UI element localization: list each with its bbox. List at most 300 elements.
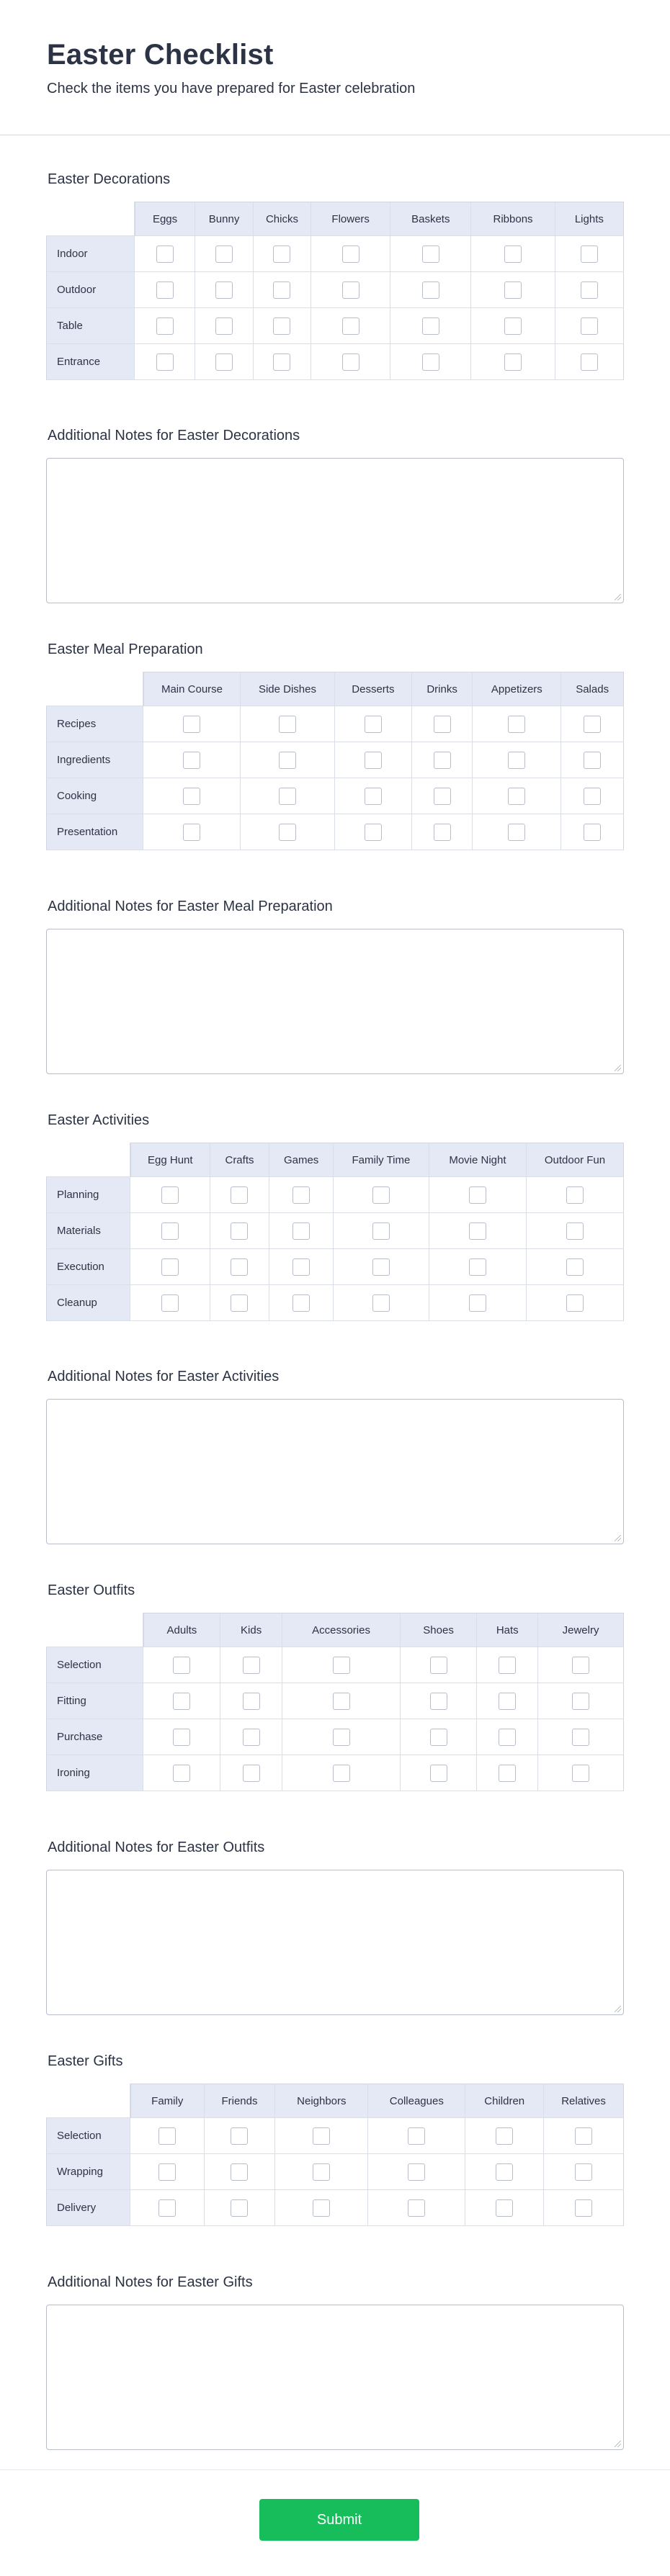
row-label: Recipes bbox=[46, 706, 143, 742]
matrix-cell bbox=[527, 1213, 624, 1249]
notes-label: Additional Notes for Easter Decorations bbox=[48, 428, 300, 443]
matrix-cell bbox=[254, 308, 311, 344]
matrix-cell bbox=[210, 1249, 270, 1285]
checkbox[interactable] bbox=[430, 1693, 447, 1710]
matrix-cell bbox=[254, 272, 311, 308]
matrix-cell bbox=[143, 1755, 220, 1791]
checkbox[interactable] bbox=[584, 788, 601, 805]
checkbox[interactable] bbox=[158, 2199, 176, 2217]
matrix-cell bbox=[241, 742, 335, 778]
column-header: Main Course bbox=[143, 672, 241, 706]
checkbox[interactable] bbox=[279, 716, 296, 733]
checkbox[interactable] bbox=[279, 752, 296, 769]
matrix-cell bbox=[334, 1285, 429, 1321]
checkbox[interactable] bbox=[342, 318, 359, 335]
matrix-cell bbox=[275, 2154, 368, 2190]
matrix-table-wrapper bbox=[46, 672, 624, 850]
checkbox[interactable] bbox=[572, 1693, 589, 1710]
checkbox[interactable] bbox=[183, 788, 200, 805]
checkbox[interactable] bbox=[183, 752, 200, 769]
matrix-cell bbox=[544, 2154, 624, 2190]
checkbox[interactable] bbox=[313, 2163, 330, 2181]
matrix-table-wrapper bbox=[46, 202, 624, 380]
row-label: Selection bbox=[46, 2118, 130, 2154]
matrix-row bbox=[46, 814, 624, 850]
row-label: Wrapping bbox=[46, 2154, 130, 2190]
checkbox[interactable] bbox=[333, 1693, 350, 1710]
column-header: Appetizers bbox=[473, 672, 561, 706]
matrix-cell bbox=[205, 2154, 276, 2190]
checkbox[interactable] bbox=[273, 246, 290, 263]
row-label: Planning bbox=[46, 1177, 130, 1213]
checkbox[interactable] bbox=[581, 353, 598, 371]
submit-button[interactable]: Submit bbox=[259, 2499, 419, 2541]
matrix-cell bbox=[282, 1755, 400, 1791]
matrix-corner-cell bbox=[46, 202, 135, 236]
checkbox[interactable] bbox=[333, 1765, 350, 1782]
row-label: Entrance bbox=[46, 344, 135, 380]
matrix-cell bbox=[390, 236, 471, 272]
matrix-table-wrapper bbox=[46, 1143, 624, 1321]
row-label: Fitting bbox=[46, 1683, 143, 1719]
matrix-cell bbox=[473, 814, 561, 850]
row-label: Table bbox=[46, 308, 135, 344]
row-label: Ingredients bbox=[46, 742, 143, 778]
matrix-cell bbox=[130, 1285, 210, 1321]
matrix-section bbox=[46, 1581, 624, 1791]
matrix-table-wrapper bbox=[46, 1613, 624, 1791]
page-title: Easter Checklist bbox=[47, 39, 274, 71]
notes-textarea[interactable] bbox=[46, 458, 624, 603]
matrix-cell bbox=[269, 1285, 334, 1321]
section-title: Easter Activities bbox=[48, 1112, 150, 1128]
matrix-cell bbox=[135, 236, 196, 272]
matrix-row bbox=[46, 1285, 624, 1321]
matrix-header-row bbox=[46, 672, 624, 706]
checkbox[interactable] bbox=[273, 282, 290, 299]
checkbox[interactable] bbox=[508, 824, 525, 841]
checkbox[interactable] bbox=[231, 2163, 248, 2181]
matrix-cell bbox=[429, 1285, 527, 1321]
matrix-cell bbox=[390, 344, 471, 380]
matrix-header-row bbox=[46, 202, 624, 236]
matrix-cell bbox=[135, 308, 196, 344]
matrix-cell bbox=[220, 1719, 283, 1755]
matrix-cell bbox=[130, 1177, 210, 1213]
page-subtitle: Check the items you have prepared for Easter celebration bbox=[47, 81, 416, 96]
matrix-cell bbox=[130, 1213, 210, 1249]
checkbox[interactable] bbox=[508, 716, 525, 733]
checkbox[interactable] bbox=[342, 353, 359, 371]
column-header: Desserts bbox=[335, 672, 412, 706]
column-header: Relatives bbox=[544, 2084, 624, 2118]
checkbox[interactable] bbox=[566, 1186, 584, 1204]
matrix-cell bbox=[334, 1213, 429, 1249]
checkbox[interactable] bbox=[408, 2127, 425, 2145]
checkbox[interactable] bbox=[342, 246, 359, 263]
checkbox[interactable] bbox=[243, 1729, 260, 1746]
checkbox[interactable] bbox=[434, 716, 451, 733]
checkbox[interactable] bbox=[434, 752, 451, 769]
column-header: Baskets bbox=[390, 202, 471, 236]
checkbox[interactable] bbox=[333, 1729, 350, 1746]
matrix-cell bbox=[555, 272, 624, 308]
checkbox[interactable] bbox=[158, 2127, 176, 2145]
checkbox[interactable] bbox=[581, 246, 598, 263]
checkbox[interactable] bbox=[372, 1294, 390, 1312]
matrix-cell bbox=[538, 1683, 624, 1719]
checkbox[interactable] bbox=[156, 282, 174, 299]
checkbox[interactable] bbox=[158, 2163, 176, 2181]
checkbox[interactable] bbox=[572, 1729, 589, 1746]
checkbox[interactable] bbox=[434, 824, 451, 841]
matrix-cell bbox=[269, 1177, 334, 1213]
checkbox[interactable] bbox=[215, 282, 233, 299]
matrix-row bbox=[46, 344, 624, 380]
checkbox[interactable] bbox=[504, 353, 522, 371]
matrix-cell bbox=[465, 2190, 544, 2226]
matrix-cell bbox=[269, 1213, 334, 1249]
matrix-section bbox=[46, 1111, 624, 1321]
checkbox[interactable] bbox=[161, 1222, 179, 1240]
checkbox[interactable] bbox=[372, 1222, 390, 1240]
matrix-cell bbox=[195, 272, 253, 308]
checkbox[interactable] bbox=[499, 1657, 516, 1674]
column-header: Jewelry bbox=[538, 1613, 624, 1647]
checkbox[interactable] bbox=[430, 1765, 447, 1782]
checkbox[interactable] bbox=[499, 1693, 516, 1710]
checkbox[interactable] bbox=[504, 318, 522, 335]
checkbox[interactable] bbox=[496, 2199, 513, 2217]
checkbox[interactable] bbox=[243, 1657, 260, 1674]
matrix-cell bbox=[205, 2118, 276, 2154]
checkbox[interactable] bbox=[499, 1765, 516, 1782]
column-header: Neighbors bbox=[275, 2084, 368, 2118]
matrix-cell bbox=[335, 706, 412, 742]
checkbox[interactable] bbox=[365, 716, 382, 733]
checkbox[interactable] bbox=[161, 1294, 179, 1312]
checkbox[interactable] bbox=[566, 1294, 584, 1312]
checkbox[interactable] bbox=[469, 1294, 486, 1312]
checkbox[interactable] bbox=[499, 1729, 516, 1746]
checkbox[interactable] bbox=[273, 353, 290, 371]
checkbox[interactable] bbox=[575, 2199, 592, 2217]
matrix-cell bbox=[429, 1177, 527, 1213]
section-title: Easter Meal Preparation bbox=[48, 641, 203, 657]
checkbox[interactable] bbox=[408, 2163, 425, 2181]
checkbox[interactable] bbox=[273, 318, 290, 335]
checkbox[interactable] bbox=[566, 1258, 584, 1276]
checkbox[interactable] bbox=[156, 246, 174, 263]
matrix-cell bbox=[282, 1683, 400, 1719]
checkbox[interactable] bbox=[215, 318, 233, 335]
checkbox[interactable] bbox=[173, 1693, 190, 1710]
matrix-cell bbox=[429, 1213, 527, 1249]
resize-handle-icon[interactable] bbox=[615, 2006, 621, 2012]
matrix-row bbox=[46, 1755, 624, 1791]
matrix-cell bbox=[473, 742, 561, 778]
matrix-cell bbox=[412, 742, 473, 778]
matrix-row bbox=[46, 1683, 624, 1719]
matrix-row bbox=[46, 308, 624, 344]
matrix-cell bbox=[471, 272, 555, 308]
matrix-cell bbox=[195, 308, 253, 344]
checkbox[interactable] bbox=[430, 1729, 447, 1746]
resize-handle-icon[interactable] bbox=[615, 594, 621, 600]
matrix-table bbox=[46, 202, 624, 380]
matrix-row bbox=[46, 2190, 624, 2226]
matrix-cell bbox=[477, 1647, 538, 1683]
matrix-cell bbox=[135, 272, 196, 308]
matrix-cell bbox=[210, 1285, 270, 1321]
notes-label: Additional Notes for Easter Outfits bbox=[48, 1839, 265, 1855]
matrix-cell bbox=[311, 272, 390, 308]
matrix-corner-cell bbox=[46, 672, 143, 706]
notes-section bbox=[46, 897, 624, 1074]
column-header: Movie Night bbox=[429, 1143, 527, 1177]
checkbox[interactable] bbox=[231, 1294, 248, 1312]
matrix-cell bbox=[241, 778, 335, 814]
column-header: Games bbox=[269, 1143, 334, 1177]
matrix-cell bbox=[527, 1177, 624, 1213]
section-title: Easter Gifts bbox=[48, 2053, 123, 2069]
checkbox[interactable] bbox=[572, 1657, 589, 1674]
checkbox[interactable] bbox=[183, 824, 200, 841]
matrix-cell bbox=[143, 1683, 220, 1719]
column-header: Friends bbox=[205, 2084, 276, 2118]
checkbox[interactable] bbox=[231, 1258, 248, 1276]
checkbox[interactable] bbox=[292, 1186, 310, 1204]
checkbox[interactable] bbox=[313, 2199, 330, 2217]
notes-section bbox=[46, 426, 624, 603]
matrix-cell bbox=[555, 308, 624, 344]
matrix-cell bbox=[241, 706, 335, 742]
matrix-row bbox=[46, 1647, 624, 1683]
matrix-cell bbox=[390, 272, 471, 308]
checkbox[interactable] bbox=[243, 1693, 260, 1710]
matrix-cell bbox=[143, 742, 241, 778]
notes-textarea[interactable] bbox=[46, 1870, 624, 2015]
checkbox[interactable] bbox=[575, 2127, 592, 2145]
matrix-cell bbox=[143, 814, 241, 850]
checkbox[interactable] bbox=[422, 318, 439, 335]
column-header: Kids bbox=[220, 1613, 283, 1647]
matrix-cell bbox=[473, 706, 561, 742]
column-header: Egg Hunt bbox=[130, 1143, 210, 1177]
matrix-cell bbox=[473, 778, 561, 814]
row-label: Execution bbox=[46, 1249, 130, 1285]
column-header: Chicks bbox=[254, 202, 311, 236]
checkbox[interactable] bbox=[422, 282, 439, 299]
matrix-cell bbox=[254, 236, 311, 272]
matrix-cell bbox=[269, 1249, 334, 1285]
checkbox[interactable] bbox=[372, 1186, 390, 1204]
checkbox[interactable] bbox=[231, 1186, 248, 1204]
matrix-cell bbox=[477, 1755, 538, 1791]
checkbox[interactable] bbox=[215, 353, 233, 371]
matrix-cell bbox=[254, 344, 311, 380]
checkbox[interactable] bbox=[372, 1258, 390, 1276]
matrix-cell bbox=[195, 344, 253, 380]
matrix-cell bbox=[311, 236, 390, 272]
matrix-row bbox=[46, 742, 624, 778]
matrix-cell bbox=[368, 2154, 465, 2190]
checkbox[interactable] bbox=[342, 282, 359, 299]
matrix-row bbox=[46, 706, 624, 742]
notes-section bbox=[46, 1367, 624, 1544]
matrix-cell bbox=[401, 1719, 478, 1755]
column-header: Bunny bbox=[195, 202, 253, 236]
matrix-cell bbox=[465, 2118, 544, 2154]
checkbox[interactable] bbox=[231, 2199, 248, 2217]
column-header: Colleagues bbox=[368, 2084, 465, 2118]
matrix-section bbox=[46, 170, 624, 380]
checkbox[interactable] bbox=[422, 353, 439, 371]
checkbox[interactable] bbox=[292, 1222, 310, 1240]
matrix-header-row bbox=[46, 2084, 624, 2118]
matrix-cell bbox=[561, 814, 624, 850]
matrix-corner-cell bbox=[46, 2084, 130, 2118]
checkbox[interactable] bbox=[292, 1258, 310, 1276]
row-label: Selection bbox=[46, 1647, 143, 1683]
row-label: Delivery bbox=[46, 2190, 130, 2226]
checkbox[interactable] bbox=[581, 318, 598, 335]
matrix-cell bbox=[527, 1249, 624, 1285]
checkbox[interactable] bbox=[572, 1765, 589, 1782]
matrix-cell bbox=[412, 706, 473, 742]
checkbox[interactable] bbox=[313, 2127, 330, 2145]
checkbox[interactable] bbox=[156, 353, 174, 371]
checkbox[interactable] bbox=[430, 1657, 447, 1674]
column-header: Children bbox=[465, 2084, 544, 2118]
checkbox[interactable] bbox=[434, 788, 451, 805]
matrix-cell bbox=[477, 1683, 538, 1719]
notes-label: Additional Notes for Easter Meal Preparation bbox=[48, 899, 333, 914]
checkbox[interactable] bbox=[183, 716, 200, 733]
checkbox[interactable] bbox=[173, 1765, 190, 1782]
checkbox[interactable] bbox=[584, 824, 601, 841]
matrix-cell bbox=[555, 344, 624, 380]
checkbox[interactable] bbox=[279, 824, 296, 841]
checkbox[interactable] bbox=[504, 246, 522, 263]
column-header: Eggs bbox=[135, 202, 196, 236]
checkbox[interactable] bbox=[215, 246, 233, 263]
matrix-row bbox=[46, 272, 624, 308]
section-title: Easter Decorations bbox=[48, 171, 171, 187]
matrix-row bbox=[46, 1249, 624, 1285]
matrix-cell bbox=[335, 742, 412, 778]
notes-textarea[interactable] bbox=[46, 2305, 624, 2450]
column-header: Shoes bbox=[401, 1613, 478, 1647]
checkbox[interactable] bbox=[279, 788, 296, 805]
matrix-cell bbox=[130, 1249, 210, 1285]
checkbox[interactable] bbox=[365, 752, 382, 769]
checkbox[interactable] bbox=[575, 2163, 592, 2181]
column-header: Flowers bbox=[311, 202, 390, 236]
matrix-cell bbox=[210, 1213, 270, 1249]
checkbox[interactable] bbox=[422, 246, 439, 263]
matrix-row bbox=[46, 236, 624, 272]
column-header: Accessories bbox=[282, 1613, 400, 1647]
matrix-cell bbox=[205, 2190, 276, 2226]
checkbox[interactable] bbox=[508, 752, 525, 769]
checkbox[interactable] bbox=[496, 2127, 513, 2145]
column-header: Ribbons bbox=[471, 202, 555, 236]
column-header: Family bbox=[130, 2084, 205, 2118]
resize-handle-icon[interactable] bbox=[615, 1535, 621, 1541]
matrix-cell bbox=[412, 778, 473, 814]
notes-section bbox=[46, 1838, 624, 2015]
notes-section bbox=[46, 2273, 624, 2450]
matrix-cell bbox=[527, 1285, 624, 1321]
matrix-cell bbox=[390, 308, 471, 344]
checkbox[interactable] bbox=[581, 282, 598, 299]
checkbox[interactable] bbox=[504, 282, 522, 299]
matrix-cell bbox=[538, 1755, 624, 1791]
section-title: Easter Outfits bbox=[48, 1582, 135, 1598]
matrix-cell bbox=[334, 1249, 429, 1285]
checkbox[interactable] bbox=[365, 824, 382, 841]
checkbox[interactable] bbox=[469, 1186, 486, 1204]
notes-label: Additional Notes for Easter Activities bbox=[48, 1369, 280, 1384]
notes-textarea[interactable] bbox=[46, 929, 624, 1074]
checkbox[interactable] bbox=[584, 752, 601, 769]
matrix-cell bbox=[335, 778, 412, 814]
checkbox[interactable] bbox=[408, 2199, 425, 2217]
matrix-cell bbox=[544, 2190, 624, 2226]
resize-handle-icon[interactable] bbox=[615, 2441, 621, 2447]
matrix-cell bbox=[471, 236, 555, 272]
checkbox[interactable] bbox=[584, 716, 601, 733]
resize-handle-icon[interactable] bbox=[615, 1065, 621, 1071]
row-label: Materials bbox=[46, 1213, 130, 1249]
checkbox[interactable] bbox=[173, 1729, 190, 1746]
checkbox[interactable] bbox=[292, 1294, 310, 1312]
matrix-cell bbox=[130, 2190, 205, 2226]
checkbox[interactable] bbox=[173, 1657, 190, 1674]
column-header: Salads bbox=[561, 672, 624, 706]
matrix-cell bbox=[143, 778, 241, 814]
checkbox[interactable] bbox=[161, 1258, 179, 1276]
checkbox[interactable] bbox=[566, 1222, 584, 1240]
checkbox[interactable] bbox=[333, 1657, 350, 1674]
matrix-cell bbox=[335, 814, 412, 850]
notes-textarea[interactable] bbox=[46, 1399, 624, 1544]
matrix-cell bbox=[135, 344, 196, 380]
checkbox[interactable] bbox=[161, 1186, 179, 1204]
column-header: Family Time bbox=[334, 1143, 429, 1177]
matrix-cell bbox=[311, 344, 390, 380]
matrix-cell bbox=[130, 2154, 205, 2190]
matrix-section bbox=[46, 640, 624, 850]
checkbox[interactable] bbox=[469, 1222, 486, 1240]
matrix-section bbox=[46, 2052, 624, 2226]
checkbox[interactable] bbox=[231, 1222, 248, 1240]
matrix-cell bbox=[538, 1719, 624, 1755]
matrix-cell bbox=[241, 814, 335, 850]
matrix-cell bbox=[429, 1249, 527, 1285]
checkbox[interactable] bbox=[243, 1765, 260, 1782]
checkbox[interactable] bbox=[231, 2127, 248, 2145]
checkbox[interactable] bbox=[156, 318, 174, 335]
matrix-cell bbox=[401, 1647, 478, 1683]
checkbox[interactable] bbox=[469, 1258, 486, 1276]
column-header: Outdoor Fun bbox=[527, 1143, 624, 1177]
matrix-row bbox=[46, 1213, 624, 1249]
checkbox[interactable] bbox=[508, 788, 525, 805]
checkbox[interactable] bbox=[365, 788, 382, 805]
checkbox[interactable] bbox=[496, 2163, 513, 2181]
